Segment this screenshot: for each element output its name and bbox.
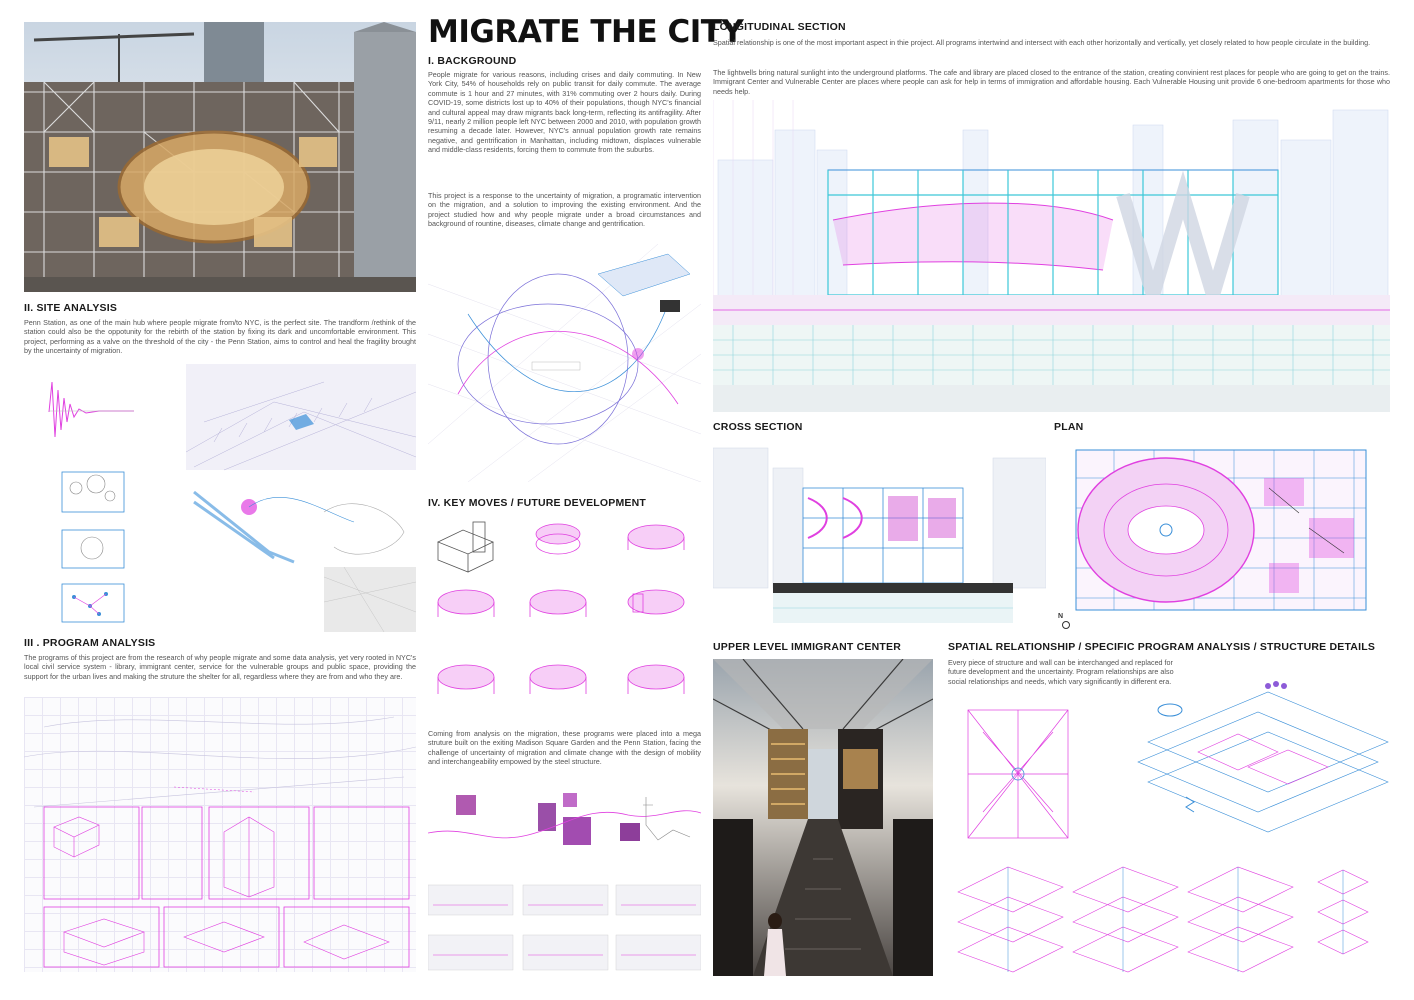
plan-drawing <box>1054 438 1390 628</box>
immigrant-heading: UPPER LEVEL IMMIGRANT CENTER <box>713 641 902 653</box>
migration-diagram <box>428 244 701 482</box>
keymoves-grid <box>428 512 701 724</box>
longitudinal-text-1: Spatial relationship is one of the most important aspect in thie project. All programs intertwind and intersect with each other horizontally and vertically, yet closely related to how people circulate in the building. <box>713 38 1371 47</box>
spatial-text: Every piece of structure and wall can be interchanged and replaced for future development and the uncertainty. Program relationships are also social relationships and needs, which vary significantly in different era. <box>948 658 1174 686</box>
immigrant-render <box>713 659 933 976</box>
program-text: The programs of this project are from the research of why people migrate and some data analysis, yet very rooted in NYC's local civil service system - library, immigrant center, service for the vulnerable groups and public space, providing the support for the urban lives and making the struture the shelter for all, regardless where they are from and who they are. <box>24 653 416 681</box>
keymoves-text: Coming from analysis on the migration, these programs were placed into a mega struture built on the exiting Madison Square Garden and the Penn Station, facing the challenge of uncertainty of migration and climate change with the design of mobility and interchangeability empowed by the steel structure. <box>428 729 701 767</box>
program-diagram <box>24 697 416 972</box>
background-heading: I. BACKGROUND <box>428 55 517 67</box>
spatial-heading: SPATIAL RELATIONSHIP / SPECIFIC PROGRAM ANALYSIS / STRUCTURE DETAILS <box>948 641 1376 653</box>
background-text-2: This project is a response to the uncertainty of migration, a programatic intervention on the migration, and a solution to improving the existing environment. And the project studied how and why people migrate under a broad circumstances and background of rountine, diseases, climate change and gentrification. <box>428 191 701 229</box>
background-text-1: People migrate for various reasons, including crises and daily commuting. In New York City, 54% of households rely on public transit for daily commute. The average commute is 1 hour and 27 minutes, with 31% commuting over 2 hours daily. During COVID-19, some districts lost up to 40% of their populations, though NYC's financial and cultural appeal may draw migrants back long-term, reflecting its antifragility. After 9/11, nearly 2 million people left NYC between 2000 and 2010, with population growth resuming a decade later. However, NYC's annual population growth rate remains negative, and gentrification in Manhattan, including midtown, displaces vulnerable and middle-class residents, forcing them to commute from the suburbs. <box>428 70 701 155</box>
spatial-diagrams <box>948 662 1390 976</box>
page-title: MIGRATE THE CITY <box>428 14 744 50</box>
north-arrow-icon <box>1062 621 1070 629</box>
hero-render <box>24 22 416 292</box>
longitudinal-heading: LONGITUDINAL SECTION <box>713 21 846 33</box>
site-text: Penn Station, as one of the main hub where people migrate from/to NYC, is the perfect site. The trandform /rethink of the station could also be the oppotunity for the rebirth of the station by fixing its dark and uncomfortable environment. This project, performing as a valve on the threshold of the city - the Penn Station, aims to control and heal the fragility brought by the uncertainty of migration. <box>24 318 416 356</box>
program-heading: III . PROGRAM ANALYSIS <box>24 637 156 649</box>
site-diagrams <box>24 362 416 632</box>
plan-heading: PLAN <box>1054 421 1084 433</box>
timeline-diagram <box>428 785 701 975</box>
north-arrow-label: N <box>1058 613 1064 620</box>
cross-heading: CROSS SECTION <box>713 421 803 433</box>
keymoves-heading: IV. KEY MOVES / FUTURE DEVELOPMENT <box>428 497 647 509</box>
cross-section <box>713 438 1046 628</box>
longitudinal-section <box>713 100 1390 412</box>
longitudinal-text-2: The lightwells bring natural sunlight into the underground platforms. The cafe and library are placed closed to the entrance of the station, creating convinient rest places for people who are going to get on the trains. Immigrant Center and Vulnerable Center are places where people can ask for help in terms of immigration and affordable housing. Each Vulnerable Housing unit provide 6 one-bedroom apartments for those who needs help. <box>713 68 1390 96</box>
site-heading: II. SITE ANALYSIS <box>24 302 118 314</box>
